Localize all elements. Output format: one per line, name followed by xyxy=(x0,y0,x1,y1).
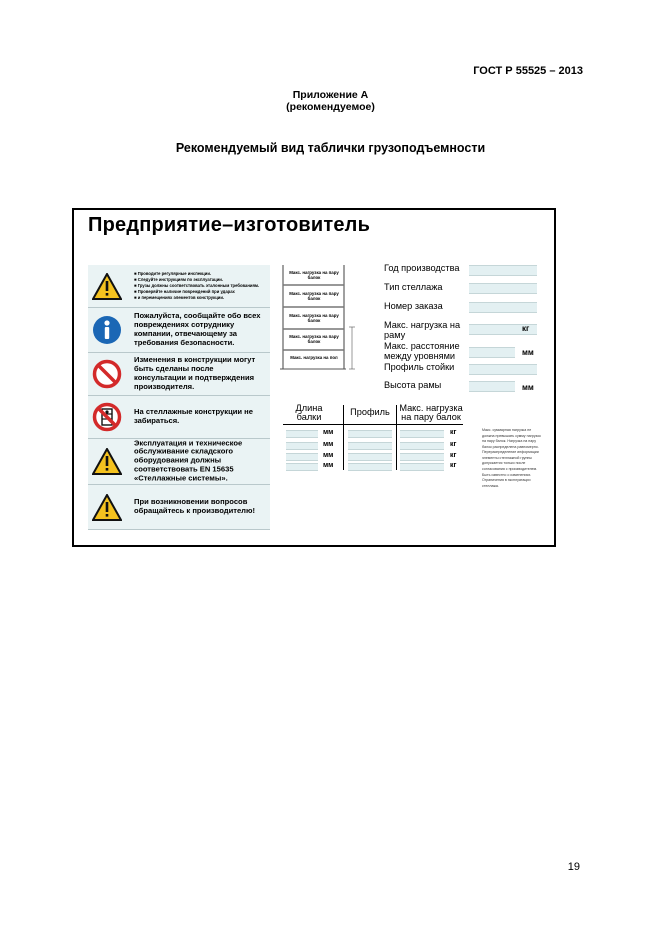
unit-mm-level: мм xyxy=(522,348,534,357)
label-rack-type: Тип стеллажа xyxy=(384,282,443,292)
unit-kg-frame: кг xyxy=(522,324,530,333)
unit-length-4: мм xyxy=(323,462,334,469)
rack-label-floor: Макс. нагрузка на пол xyxy=(288,355,340,360)
load-note: Макс. суммарная нагрузка не должна превышать сумму нагрузок на пару балок. Нагрузка на пару балок распределена равномерно. Перераспределение информации элементы стеллажной группы допускается только после согласования с производителем. Быть известно о изменениях. Ограничения в эксплуатации стеллажа. xyxy=(482,428,541,488)
annex-subtitle: (рекомендуемое) xyxy=(286,101,375,113)
no-climbing-icon xyxy=(88,396,126,438)
unit-load-4: кг xyxy=(450,462,457,469)
cell-length-3[interactable] xyxy=(286,453,318,461)
cell-load-3[interactable] xyxy=(400,453,444,461)
cell-length-1[interactable] xyxy=(286,430,318,438)
cell-profile-4[interactable] xyxy=(348,463,392,471)
rack-label-level-2: Макс. нагрузка на пару балок xyxy=(289,291,339,302)
safety-row-en15635 xyxy=(88,439,270,485)
label-max-frame-load: Макс. нагрузка на раму xyxy=(384,320,461,340)
unit-length-1: мм xyxy=(323,429,334,436)
safety-row-no-climbing xyxy=(88,396,270,439)
col-header-profile: Профиль xyxy=(350,407,390,417)
page-number: 19 xyxy=(567,861,580,873)
manufacturer-name: Предприятие–изготовитель xyxy=(88,214,371,236)
field-upright-profile[interactable] xyxy=(469,364,537,375)
label-year: Год производства xyxy=(384,263,460,273)
prohibition-icon xyxy=(88,353,126,395)
standard-number: ГОСТ Р 55525 – 2013 xyxy=(473,65,583,77)
label-upright-profile: Профиль стойки xyxy=(384,362,455,372)
label-frame-height: Высота рамы xyxy=(384,380,442,390)
cell-profile-2[interactable] xyxy=(348,442,392,450)
field-year[interactable] xyxy=(469,265,537,276)
rack-label-level-3: Макс. нагрузка на пару балок xyxy=(289,313,339,324)
field-max-level-distance[interactable] xyxy=(469,347,515,358)
unit-length-3: мм xyxy=(323,452,334,459)
unit-load-1: кг xyxy=(450,429,457,436)
cell-load-1[interactable] xyxy=(400,430,444,438)
cell-length-2[interactable] xyxy=(286,442,318,450)
warning-triangle-icon xyxy=(88,439,126,484)
unit-load-2: кг xyxy=(450,441,457,448)
cell-load-4[interactable] xyxy=(400,463,444,471)
plate-caption: Рекомендуемый вид таблички грузоподъемности xyxy=(175,141,486,155)
cell-load-2[interactable] xyxy=(400,442,444,450)
field-order-no[interactable] xyxy=(469,302,537,313)
label-max-level-distance: Макс. расстояние между уровнями xyxy=(384,341,460,361)
no-climbing-text: На стеллажные конструкции не забираться. xyxy=(134,407,253,425)
cell-profile-3[interactable] xyxy=(348,453,392,461)
safety-row-contact-manufacturer xyxy=(88,485,270,530)
safety-row-inspections xyxy=(88,265,270,308)
field-rack-type[interactable] xyxy=(469,283,537,294)
col-header-length: Длина балки xyxy=(295,403,323,423)
modifications-text: Изменения в конструкции могут быть сделаны после консультации и подтверждения производителя. xyxy=(134,355,256,391)
contact-manufacturer-text: При возникновении вопросов обращайтесь к производителю! xyxy=(134,497,256,515)
annex-title: Приложение А xyxy=(292,89,369,101)
warning-triangle-icon xyxy=(88,485,126,529)
unit-load-3: кг xyxy=(450,452,457,459)
label-order-no: Номер заказа xyxy=(384,301,443,311)
info-circle-icon xyxy=(88,308,126,352)
warning-triangle-icon xyxy=(88,265,126,307)
cell-length-4[interactable] xyxy=(286,463,318,471)
field-frame-height[interactable] xyxy=(469,381,515,392)
cell-profile-1[interactable] xyxy=(348,430,392,438)
safety-row-modifications xyxy=(88,353,270,396)
rack-diagram xyxy=(280,265,364,371)
inspection-bullets: ■ Проводите регулярные инспекции. ■ Следуйте инструкциям по эксплуатации. ■ Грузы должны соответствовать эталонным требованиям. ■ Проверяйте наличие повреждений при ударах ■ и перемещениях элементов конструкции. xyxy=(134,271,266,301)
unit-length-2: мм xyxy=(323,441,334,448)
table-divider-1 xyxy=(343,405,344,470)
rack-label-level-1: Макс. нагрузка на пару балок xyxy=(289,270,339,281)
table-header-rule xyxy=(283,424,463,425)
col-header-load: Макс. нагрузка на пару балок xyxy=(399,403,463,423)
report-damage-text: Пожалуйста, сообщайте обо всех повреждениях сотруднику компании, отвечающему за требования безопасности. xyxy=(134,311,261,347)
table-divider-2 xyxy=(396,405,397,470)
en15635-text: Эксплуатация и техническое обслуживание складского оборудования должны соответствовать EN 15635 «Стеллажные системы». xyxy=(134,438,243,483)
safety-row-report-damage xyxy=(88,308,270,353)
rack-label-level-4: Макс. нагрузка на пару балок xyxy=(289,334,339,345)
unit-mm-height: мм xyxy=(522,383,534,392)
